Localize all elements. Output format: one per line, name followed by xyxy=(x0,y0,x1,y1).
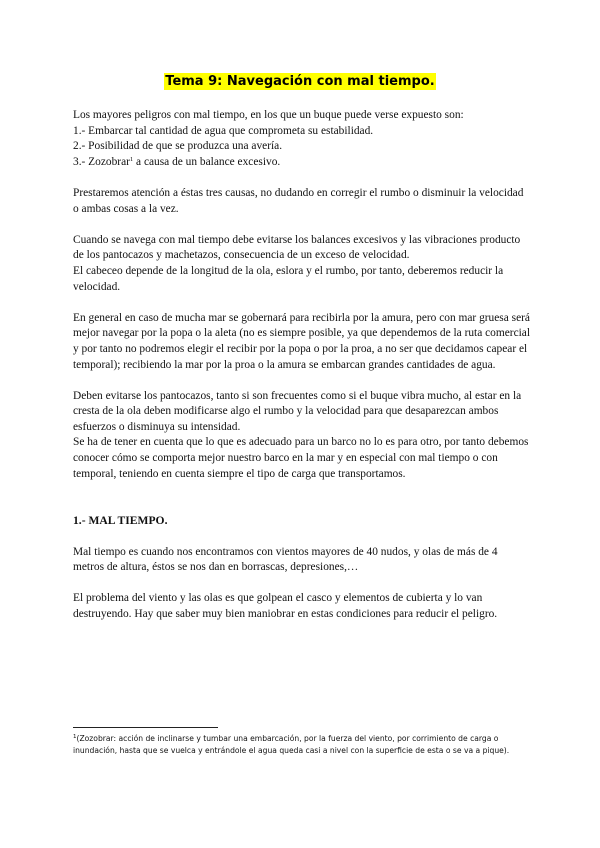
paragraph-cabeceo: El cabeceo depende de la longitud de la ola, eslora y el rumbo, por tanto, deberemos reducir la velocidad. xyxy=(73,264,504,293)
paragraph-adecuado: Se ha de tener en cuenta que lo que es adecuado para un barco no lo es para otro, por tanto debemos conocer cómo se comporta mejor nuestro barco en la mar y en especial con mal tiempo o con temporal, teniendo en cuenta siempre el tipo de carga que transportamos. xyxy=(73,436,529,480)
intro-item-2: 2.- Posibilidad de que se produzca una avería. xyxy=(73,140,283,153)
intro-item-1: 1.- Embarcar tal cantidad de agua que comprometa su estabilidad. xyxy=(73,124,374,137)
intro-lead: Los mayores peligros con mal tiempo, en los que un buque puede verse expuesto son: xyxy=(73,109,464,121)
footnote-reference[interactable]: 1 xyxy=(129,155,134,163)
paragraph-pantocazos: Deben evitarse los pantocazos, tanto si son frecuentes como si el buque vibra mucho, al estar en la cresta de la ola deben modificarse algo el rumbo y la velocidad para que desaparezcan ambos esfuerzos o disminuya su intensidad. xyxy=(73,389,522,433)
footnote-separator xyxy=(73,727,218,728)
paragraph-mar: En general en caso de mucha mar se gobernará para recibirla por la amura, pero con mar gruesa será mejor navegar por la popa o la aleta (no es siempre posible, ya que dependemos de la ruta comercial y por tanto no podremos elegir el recibir por la popa o por la proa, a no ser que decidamos capear el temporal); recibiendo la mar por la proa o la amura se embarcan grandes cantidades de agua. xyxy=(73,311,531,371)
document-body xyxy=(73,108,531,623)
paragraph-definicion: Mal tiempo es cuando nos encontramos con vientos mayores de 40 nudos, y olas de más de 4 metros de altura, éstos se nos dan en borrascas, depresiones,… xyxy=(73,545,498,574)
footnote-text: (Zozobrar: acción de inclinarse y tumbar una embarcación, por la fuerza del viento, por corrimiento de carga o inundación, hasta que se vuelca y entrándole el agua queda casi a nivel con la superficie de esta o se va a pique). xyxy=(73,734,510,755)
section-heading: 1.- MAL TIEMPO. xyxy=(73,514,168,528)
footnote-number: 1 xyxy=(73,734,77,740)
paragraph-attention: Prestaremos atención a éstas tres causas, no dudando en corregir el rumbo o disminuir la velocidad o ambas cosas a la vez. xyxy=(73,186,524,215)
title-container xyxy=(0,72,600,90)
intro-item-3-rest: a causa de un balance excesivo. xyxy=(133,155,281,168)
page-title: Tema 9: Navegación con mal tiempo. xyxy=(165,74,435,89)
intro-item-3 xyxy=(73,155,531,171)
paragraph-problema: El problema del viento y las olas es que golpean el casco y elementos de cubierta y lo van destruyendo. Hay que saber muy bien maniobrar en estas condiciones para reducir el peligro. xyxy=(73,592,498,620)
footnote xyxy=(73,733,525,756)
intro-item-3-text: 3.- Zozobrar xyxy=(73,155,130,168)
paragraph-balances: Cuando se navega con mal tiempo debe evitarse los balances excesivos y las vibraciones producto de los pantocazos y machetazos, consecuencia de un exceso de velocidad. xyxy=(73,233,521,262)
